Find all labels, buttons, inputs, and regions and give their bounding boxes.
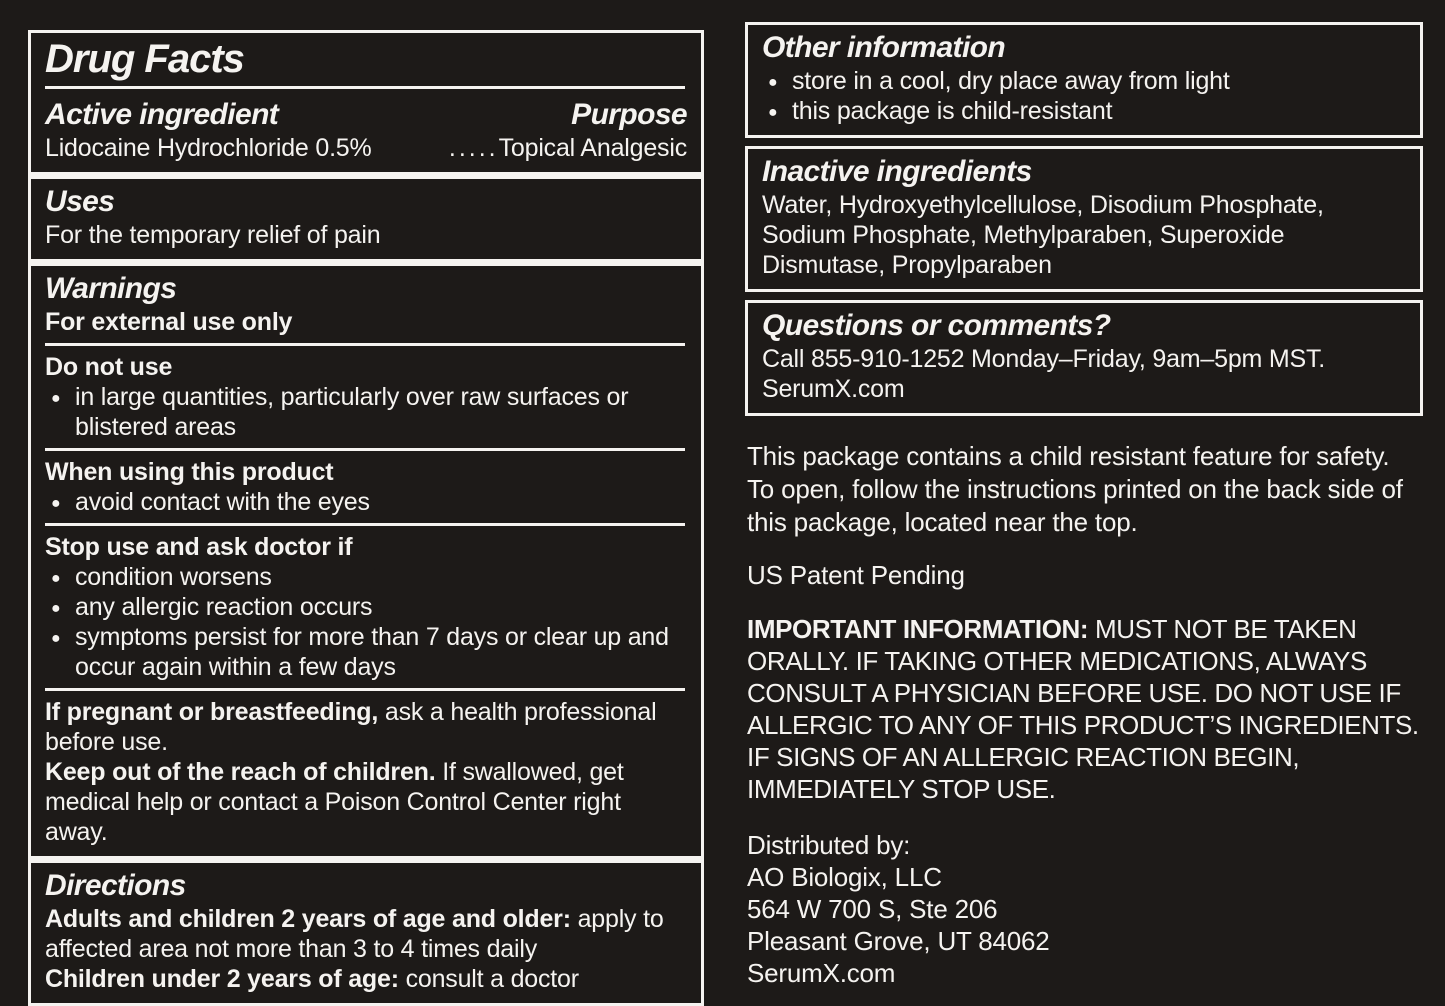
when-using-bullet: ● avoid contact with the eyes xyxy=(45,487,687,517)
section-separator xyxy=(31,856,701,863)
do-not-use-bullet: ● in large quantities, particularly over raw surfaces or blistered areas xyxy=(45,382,687,442)
adults-directions-text: apply to affected area not more than 3 to 4 times daily xyxy=(45,905,664,963)
distributor-line: SerumX.com xyxy=(747,958,896,988)
purpose-heading: Purpose xyxy=(571,98,687,131)
inactive-ingredients-box xyxy=(745,146,1423,292)
children-directions-lead: Children under 2 years of age: xyxy=(45,965,399,993)
questions-heading: Questions or comments? xyxy=(762,309,1111,342)
drug-facts-panel xyxy=(28,30,704,1006)
stop-use-bullet: ● symptoms persist for more than 7 days or clear up and occur again within a few days xyxy=(45,622,687,682)
uses-section xyxy=(31,179,701,259)
directions-section xyxy=(31,863,701,1003)
pregnant-warning-lead: If pregnant or breastfeeding, xyxy=(45,698,379,726)
external-use-text: For external use only xyxy=(45,308,293,336)
directions-heading: Directions xyxy=(45,869,186,902)
rule-under-title xyxy=(45,86,685,89)
children-directions xyxy=(45,964,687,994)
stop-use-bullet: ● any allergic reaction occurs xyxy=(45,592,687,622)
keep-out-warning xyxy=(45,757,687,847)
drug-facts-title: Drug Facts xyxy=(45,37,244,81)
stop-use-bullet: ● condition worsens xyxy=(45,562,687,592)
pregnant-warning-text: ask a health professional before use. xyxy=(45,698,657,756)
adults-directions-lead: Adults and children 2 years of age and older: xyxy=(45,905,571,933)
section-separator xyxy=(31,259,701,266)
right-column xyxy=(745,22,1423,989)
uses-text: For the temporary relief of pain xyxy=(45,221,381,249)
inactive-ingredients-text: Water, Hydroxyethylcellulose, Disodium Phosphate, Sodium Phosphate, Methylparaben, Superoxide Dismutase, Propylparaben xyxy=(762,191,1324,279)
important-information xyxy=(747,613,1421,805)
distributor-line: AO Biologix, LLC xyxy=(747,862,942,892)
distributor-line: Distributed by: xyxy=(747,830,911,860)
keep-out-warning-text: If swallowed, get medical help or contact a Poison Control Center right away. xyxy=(45,758,624,846)
leader-dots: ..... xyxy=(448,134,499,162)
other-information-bullet: ● store in a cool, dry place away from light xyxy=(762,66,1406,96)
adults-directions xyxy=(45,904,687,964)
other-information-bullet: ● this package is child-resistant xyxy=(762,96,1406,126)
when-using-heading: When using this product xyxy=(45,458,334,486)
right-free-text xyxy=(745,440,1423,989)
do-not-use-heading: Do not use xyxy=(45,353,173,381)
stop-use-heading: Stop use and ask doctor if xyxy=(45,533,353,561)
pregnant-warning xyxy=(45,697,687,757)
questions-website: SerumX.com xyxy=(762,375,905,403)
active-ingredient-heading: Active ingredient xyxy=(45,98,279,131)
other-information-heading: Other information xyxy=(762,31,1006,64)
drug-facts-header-section xyxy=(31,33,701,172)
active-ingredient-name: Lidocaine Hydrochloride 0.5% xyxy=(45,134,372,162)
children-directions-text: consult a doctor xyxy=(398,965,579,993)
questions-call-line: Call 855-910-1252 Monday–Friday, 9am–5pm MST. xyxy=(762,345,1326,373)
active-ingredient-row xyxy=(45,95,687,133)
keep-out-warning-lead: Keep out of the reach of children. xyxy=(45,758,436,786)
distributor-line: 564 W 700 S, Ste 206 xyxy=(747,894,998,924)
uses-heading: Uses xyxy=(45,185,115,218)
distributor-line: Pleasant Grove, UT 84062 xyxy=(747,926,1050,956)
questions-box xyxy=(745,300,1423,416)
patent-text: US Patent Pending xyxy=(747,560,965,590)
purpose-value: Topical Analgesic xyxy=(498,134,687,162)
active-ingredient-line xyxy=(45,133,687,163)
distributor-block xyxy=(747,829,1421,989)
rule xyxy=(45,343,685,346)
inactive-ingredients-heading: Inactive ingredients xyxy=(762,155,1032,188)
important-information-lead: IMPORTANT INFORMATION: xyxy=(747,614,1089,644)
other-information-box xyxy=(745,22,1423,138)
rule xyxy=(45,688,685,691)
child-resistant-note: This package contains a child resistant feature for safety. To open, follow the instructions printed on the back side of this package, located near the top. xyxy=(747,441,1403,537)
section-separator xyxy=(31,172,701,179)
warnings-heading: Warnings xyxy=(45,272,177,305)
rule xyxy=(45,523,685,526)
important-information-text: MUST NOT BE TAKEN ORALLY. IF TAKING OTHER MEDICATIONS, ALWAYS CONSULT A PHYSICIAN BEFORE USE. DO NOT USE IF ALLERGIC TO ANY OF THIS PRODUCT’S INGREDIENTS. IF SIGNS OF AN ALLERGIC REACTION BEGIN, IMMEDIATELY STOP USE. xyxy=(747,614,1419,804)
warnings-section xyxy=(31,266,701,856)
rule xyxy=(45,448,685,451)
